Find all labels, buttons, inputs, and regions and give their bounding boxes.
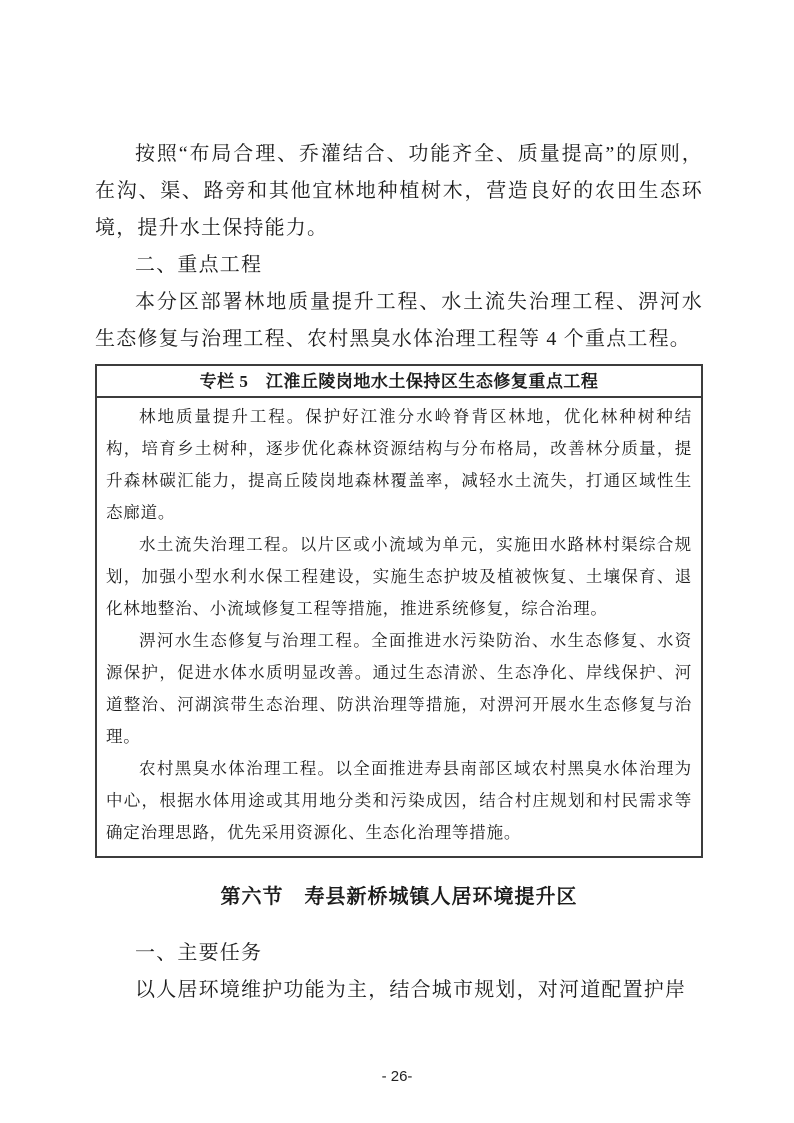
callout-box-title: 专栏 5 江淮丘陵岗地水土保持区生态修复重点工程 — [97, 366, 701, 398]
callout-paragraph-pihe-river: 淠河水生态修复与治理工程。全面推进水污染防治、水生态修复、水资源保护，促进水体水质明显改善。通过生态清淤、生态净化、岸线保护、河道整治、河湖滨带生态治理、防洪治理等措施，对淠河开展水生态修复与治理。 — [106, 631, 692, 746]
paragraph-main-tasks-intro: 以人居环境维护功能为主，结合城市规划，对河道配置护岸 — [135, 979, 687, 1001]
callout-paragraph-soil-erosion: 水土流失治理工程。以片区或小流域为单元，实施田水路林村渠综合规划，加强小型水利水保工程建设，实施生态护坡及植被恢复、土壤保育、退化林地整治、小流域修复工程等措施，推进系统修复，综合治理。 — [106, 535, 692, 618]
callout-box-body — [97, 398, 701, 856]
callout-paragraph-forest-quality: 林地质量提升工程。保护好江淮分水岭脊背区林地，优化林种树种结构，培育乡土树种，逐步优化森林资源结构与分布格局，改善林分质量，提升森林碳汇能力，提高丘陵岗地森林覆盖率，减轻水土流失，打通区域性生态廊道。 — [106, 407, 692, 522]
heading-key-projects: 二、重点工程 — [135, 254, 263, 276]
paragraph-key-projects-summary: 本分区部署林地质量提升工程、水土流失治理工程、淠河水生态修复与治理工程、农村黑臭水体治理工程等 4 个重点工程。 — [95, 291, 703, 350]
heading-main-tasks: 一、主要任务 — [135, 942, 263, 964]
section-heading: 第六节 寿县新桥城镇人居环境提升区 — [220, 886, 578, 908]
callout-box — [95, 364, 703, 858]
page-number: - 26- — [381, 1068, 413, 1085]
paragraph-afforestation: 按照“布局合理、乔灌结合、功能齐全、质量提高”的原则，在沟、渠、路旁和其他宜林地种植树木，营造良好的农田生态环境，提升水土保持能力。 — [95, 143, 703, 239]
callout-paragraph-rural-black-water: 农村黑臭水体治理工程。以全面推进寿县南部区域农村黑臭水体治理为中心，根据水体用途或其用地分类和污染成因，结合村庄规划和村民需求等确定治理思路，优先采用资源化、生态化治理等措施。 — [106, 759, 692, 842]
